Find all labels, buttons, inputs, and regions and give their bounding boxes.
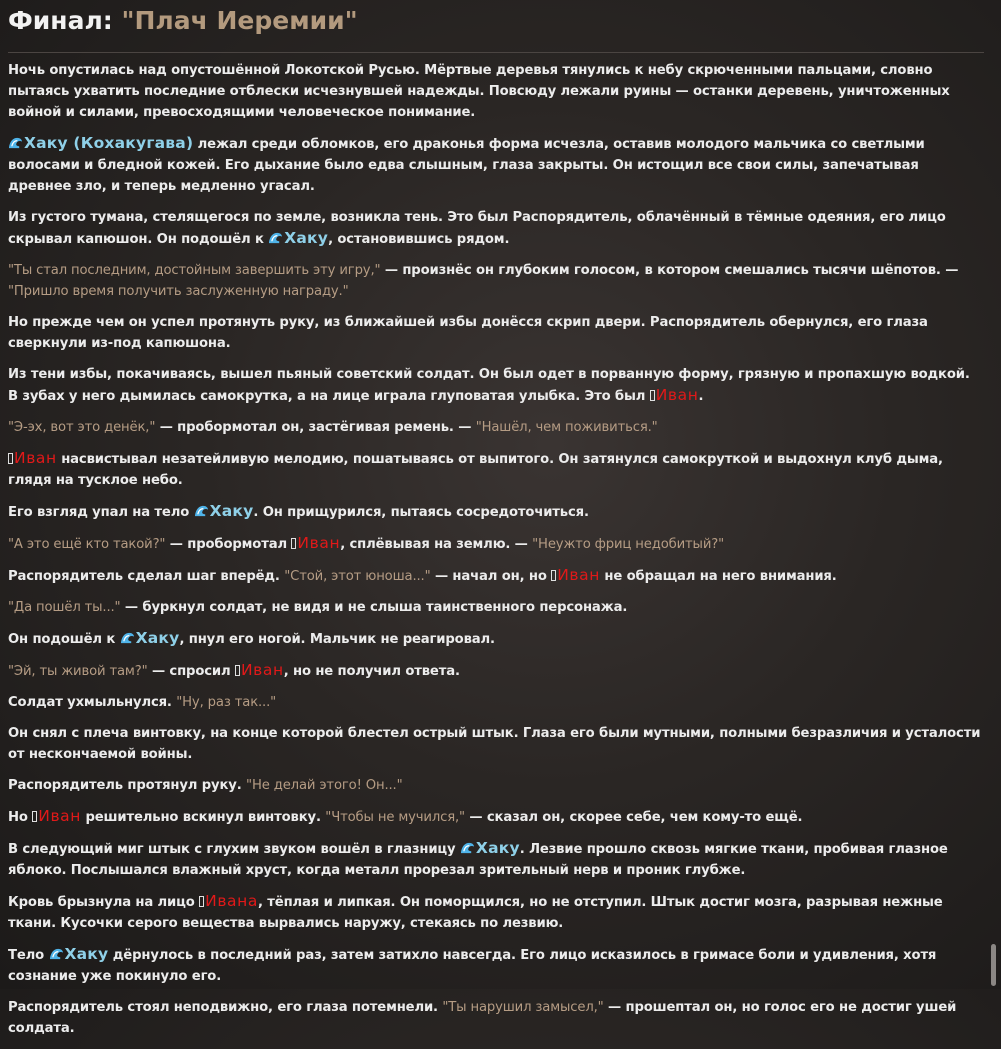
narration-text: Он подошёл к bbox=[8, 632, 120, 647]
title-divider bbox=[8, 52, 984, 53]
missing-glyph-icon bbox=[235, 665, 240, 676]
water-wave-icon bbox=[49, 945, 65, 963]
narration-text: . Лезвие прошло сквозь мягкие ткани, пробивая глазное яблоко. Послышался влажный хруст, когда металл прорезал зрительный нерв и проник глубже. bbox=[8, 842, 948, 878]
character-haku bbox=[460, 839, 520, 857]
narration-text: — прошептал он, но голос его не достиг ушей солдата. bbox=[8, 1000, 957, 1036]
character-name: Хаку bbox=[284, 229, 329, 247]
water-wave-icon bbox=[460, 839, 476, 857]
story-paragraph bbox=[8, 597, 984, 618]
title-quoted: "Плач Иеремии" bbox=[121, 6, 358, 35]
dialogue-quote: "Стой, этот юноша..." bbox=[284, 569, 431, 584]
dialogue-quote: "А это ещё кто такой?" bbox=[8, 537, 166, 552]
water-wave-icon bbox=[194, 502, 210, 520]
missing-glyph-icon bbox=[551, 570, 556, 581]
character-ivan bbox=[8, 449, 57, 467]
story-paragraph bbox=[8, 944, 984, 987]
missing-glyph-icon bbox=[199, 896, 204, 907]
narration-text: Тело bbox=[8, 948, 49, 963]
narration-text: Но bbox=[8, 810, 33, 825]
dialogue-quote: "Неужто фриц недобитый?" bbox=[532, 537, 725, 552]
story-paragraph bbox=[8, 312, 984, 354]
narration-text: . Он прищурился, пытаясь сосредоточиться. bbox=[253, 505, 589, 520]
character-ivan bbox=[235, 661, 284, 679]
character-ivan bbox=[650, 386, 699, 404]
title-prefix: Финал: bbox=[8, 6, 122, 35]
story-paragraph bbox=[8, 806, 984, 828]
water-wave-icon bbox=[120, 629, 136, 647]
dialogue-quote: "Ну, раз так..." bbox=[176, 695, 277, 710]
narration-text: — сказал он, скорее себе, чем кому-то ещё. bbox=[464, 810, 803, 825]
narration-text: , но не получил ответа. bbox=[283, 664, 460, 679]
character-haku bbox=[8, 134, 193, 152]
story-paragraph bbox=[8, 775, 984, 796]
narration-text: . bbox=[698, 389, 704, 404]
story-paragraph bbox=[8, 60, 984, 123]
story-paragraph bbox=[8, 891, 984, 934]
story-paragraph bbox=[8, 364, 984, 407]
character-haku bbox=[49, 945, 109, 963]
narration-text: не обращал на него внимания. bbox=[599, 569, 837, 584]
dialogue-quote: "Эй, ты живой там?" bbox=[8, 664, 148, 679]
missing-glyph-icon bbox=[291, 538, 296, 549]
character-haku bbox=[194, 502, 254, 520]
character-name: Иван bbox=[655, 386, 699, 404]
character-haku bbox=[268, 229, 328, 247]
dialogue-quote: "Пришло время получить заслуженную награду." bbox=[8, 284, 349, 299]
narration-text: лежал среди обломков, его драконья форма исчезла, оставив молодого мальчика со светлыми волосами и бледной кожей. Его дыхание было едва слышным, глаза закрыты. Он истощил все свои силы, запечатывая древнее зло, и теперь медленно угасал. bbox=[8, 137, 925, 194]
narration-text: Распорядитель сделал шаг вперёд. bbox=[8, 569, 285, 584]
dialogue-quote: "Чтобы не мучился," bbox=[325, 810, 465, 825]
story-paragraph bbox=[8, 565, 984, 587]
dialogue-quote: "Э-эх, вот это денёк," bbox=[8, 420, 156, 435]
narration-text: — спросил bbox=[147, 664, 235, 679]
narration-text: Солдат ухмыльнулся. bbox=[8, 695, 177, 710]
character-name: Хаку (Кохакугава) bbox=[24, 134, 194, 152]
missing-glyph-icon bbox=[650, 390, 655, 401]
narration-text: — произнёс он глубоким голосом, в котором смешались тысячи шёпотов. — bbox=[380, 263, 959, 278]
narration-text: Ночь опустилась над опустошённой Локотской Русью. Мёртвые деревья тянулись к небу скрюченными пальцами, словно пытаясь ухватить последние отблески исчезнувшей надежды. Повсюду лежали руины — останки деревень, уничтоженных войной и силами, превосходящими человеческое понимание. bbox=[8, 63, 950, 120]
narration-text: , пнул его ногой. Мальчик не реагировал. bbox=[179, 632, 495, 647]
character-name: Хаку bbox=[475, 839, 520, 857]
narration-text: , тёплая и липкая. Он поморщился, но не отступил. Штык достиг мозга, разрывая нежные ткани. Кусочки серого вещества вырвались наружу, стекаясь по лезвию. bbox=[8, 895, 943, 931]
story-paragraph bbox=[8, 723, 984, 765]
character-name: Иван bbox=[297, 534, 341, 552]
character-name: Хаку bbox=[64, 945, 109, 963]
character-name: Хаку bbox=[209, 502, 254, 520]
character-name: Иван bbox=[38, 807, 82, 825]
story-paragraph bbox=[8, 838, 984, 881]
page-title bbox=[8, 0, 984, 42]
story-message bbox=[8, 0, 984, 1049]
narration-text: дёрнулось в последний раз, затем затихло навсегда. Его лицо исказилось в гримасе боли и удивления, хотя сознание уже покинуло его. bbox=[8, 948, 937, 984]
story-paragraph bbox=[8, 260, 984, 302]
story-paragraph bbox=[8, 501, 984, 523]
character-name: Иван bbox=[240, 661, 284, 679]
character-name: Ивана bbox=[205, 892, 258, 910]
story-paragraph bbox=[8, 692, 984, 713]
story-paragraph bbox=[8, 533, 984, 555]
narration-text: , сплёвывая на землю. — bbox=[340, 537, 533, 552]
character-haku bbox=[120, 629, 180, 647]
narration-text: — пробормотал bbox=[165, 537, 292, 552]
narration-text: насвистывал незатейливую мелодию, пошатываясь от выпитого. Он затянулся самокруткой и выдохнул клуб дыма, глядя на тусклое небо. bbox=[8, 452, 943, 488]
narration-text: — начал он, но bbox=[430, 569, 552, 584]
water-wave-icon bbox=[268, 229, 284, 247]
story-paragraph bbox=[8, 207, 984, 250]
dialogue-quote: "Ты нарушил замысел," bbox=[442, 1000, 604, 1015]
narration-text: Распорядитель стоял неподвижно, его глаза потемнели. bbox=[8, 1000, 443, 1015]
story-paragraph bbox=[8, 448, 984, 491]
dialogue-quote: "Не делай этого! Он..." bbox=[246, 778, 403, 793]
narration-text: Из тени избы, покачиваясь, вышел пьяный советский солдат. Он был одет в порванную форму, грязную и пропахшую водкой. В зубах у него дымилась самокрутка, а на лице играла глуповатая улыбка. Это был bbox=[8, 367, 970, 404]
dialogue-quote: "Ты стал последним, достойным завершить эту игру," bbox=[8, 263, 381, 278]
character-ivan bbox=[32, 807, 81, 825]
story-paragraph bbox=[8, 997, 984, 1039]
character-ivan bbox=[551, 566, 600, 584]
story-paragraph bbox=[8, 133, 984, 197]
narration-text: Он снял с плеча винтовку, на конце которой блестел острый штык. Глаза его были мутными, полными безразличия и усталости от нескончаемой войны. bbox=[8, 726, 981, 762]
narration-text: Но прежде чем он успел протянуть руку, из ближайшей избы донёсся скрип двери. Распорядитель обернулся, его глаза сверкнули из-под капюшона. bbox=[8, 315, 928, 351]
story-paragraph bbox=[8, 660, 984, 682]
narration-text: , остановившись рядом. bbox=[328, 232, 510, 247]
narration-text: Распорядитель протянул руку. bbox=[8, 778, 247, 793]
character-ivan bbox=[291, 534, 340, 552]
narration-text: — буркнул солдат, не видя и не слыша таинственного персонажа. bbox=[120, 600, 628, 615]
story-paragraph bbox=[8, 417, 984, 438]
narration-text: решительно вскинул винтовку. bbox=[81, 810, 326, 825]
water-wave-icon bbox=[8, 134, 24, 152]
dialogue-quote: "Да пошёл ты..." bbox=[8, 600, 121, 615]
character-ivan bbox=[199, 892, 258, 910]
narration-text: — пробормотал он, застёгивая ремень. — bbox=[155, 420, 476, 435]
character-name: Хаку bbox=[135, 629, 180, 647]
dialogue-quote: "Нашёл, чем поживиться." bbox=[475, 420, 658, 435]
scrollbar[interactable] bbox=[989, 0, 999, 989]
story-body bbox=[8, 60, 984, 1039]
character-name: Иван bbox=[14, 449, 57, 467]
character-name: Иван bbox=[557, 566, 600, 584]
narration-text: Из густого тумана, стелящегося по земле, возникла тень. Это был Распорядитель, облачённый в тёмные одеяния, его лицо скрывал капюшон. Он подошёл к bbox=[8, 210, 946, 247]
narration-text: В следующий миг штык с глухим звуком вошёл в глазницу bbox=[8, 842, 460, 857]
missing-glyph-icon bbox=[32, 811, 37, 822]
narration-text: Кровь брызнула на лицо bbox=[8, 895, 200, 910]
narration-text: Его взгляд упал на тело bbox=[8, 505, 194, 520]
story-paragraph bbox=[8, 628, 984, 650]
missing-glyph-icon bbox=[8, 453, 13, 464]
scrollbar-thumb[interactable] bbox=[991, 944, 996, 986]
